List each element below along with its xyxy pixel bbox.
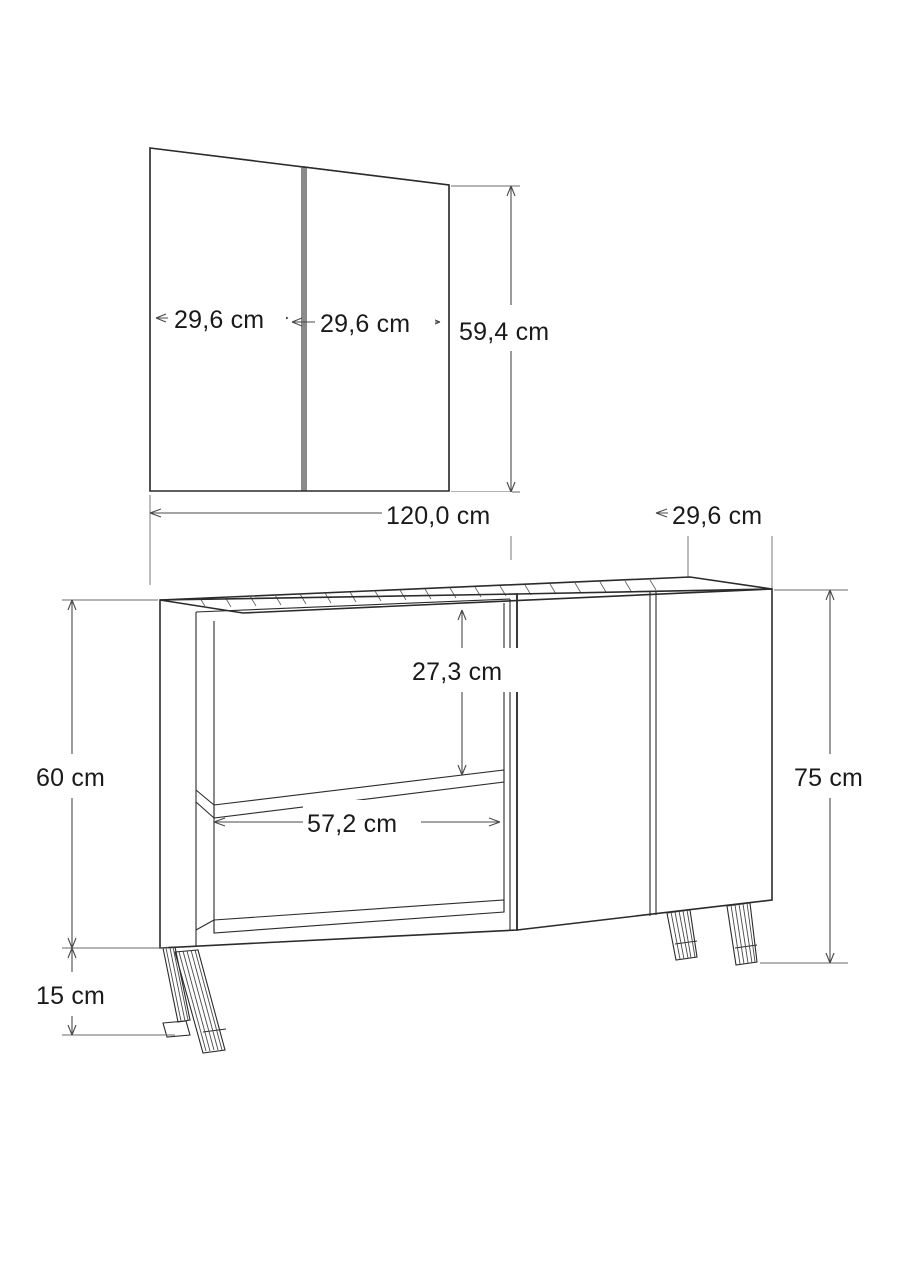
dim-cabinet-depth bbox=[656, 492, 788, 588]
label-compartment-height: 27,3 cm bbox=[412, 658, 503, 686]
leg-front-right bbox=[727, 903, 757, 965]
label-body-height: 60 cm bbox=[36, 764, 106, 792]
label-cabinet-depth: 29,6 cm bbox=[672, 502, 763, 530]
dim-leg-height bbox=[32, 948, 175, 1035]
label-leg-height: 15 cm bbox=[36, 982, 106, 1010]
dim-cabinet-width bbox=[150, 492, 512, 585]
sideboard-right-doors bbox=[517, 589, 772, 930]
shelf-left-edge-lower bbox=[196, 802, 214, 818]
dim-body-height bbox=[32, 600, 160, 948]
label-shelf-width: 57,2 cm bbox=[307, 810, 398, 838]
label-total-height: 75 cm bbox=[794, 764, 864, 792]
label-wall-door-right: 29,6 cm bbox=[320, 310, 411, 338]
label-wall-height: 59,4 cm bbox=[459, 318, 550, 346]
leg-front-left bbox=[163, 950, 226, 1053]
dim-wall-door-left bbox=[156, 296, 288, 340]
label-cabinet-width: 120,0 cm bbox=[386, 502, 491, 530]
bottom-inner-panel bbox=[214, 900, 504, 933]
dim-wall-height bbox=[451, 186, 573, 492]
dim-shelf-width bbox=[214, 800, 500, 844]
dim-total-height bbox=[760, 590, 882, 963]
leg-rear-right bbox=[667, 910, 697, 960]
label-wall-door-left: 29,6 cm bbox=[174, 306, 265, 334]
shelf-left-edge bbox=[196, 790, 214, 805]
bottom-left-edge bbox=[196, 920, 214, 930]
dim-wall-door-right bbox=[292, 300, 440, 344]
